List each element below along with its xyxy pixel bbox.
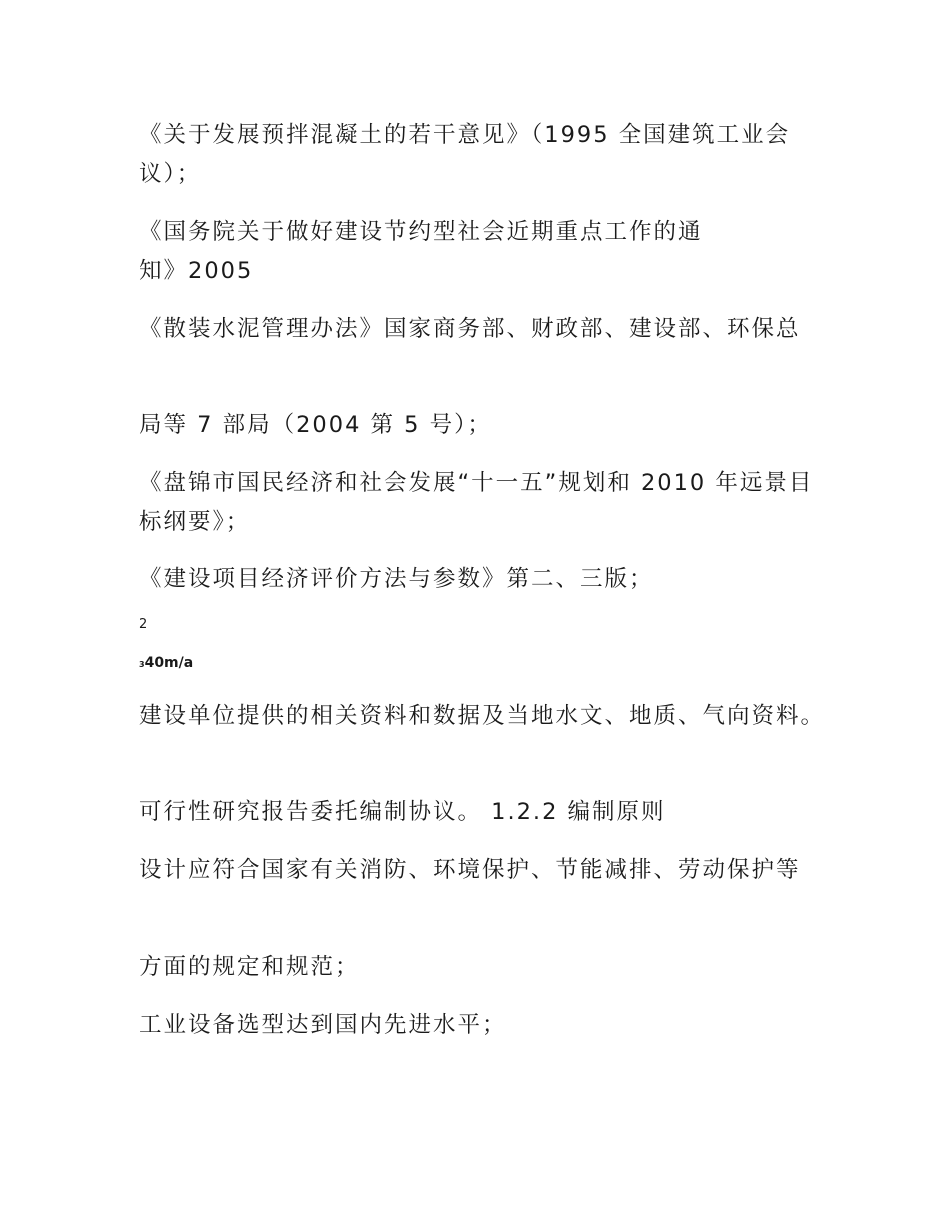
paragraph-design-compliance-cont: 方面的规定和规范； <box>139 954 360 980</box>
fragment-unit-line <box>139 655 193 673</box>
paragraph-economic-evaluation-method: 《建设项目经济评价方法与参数》第二、三版； <box>139 566 654 592</box>
paragraph-panjin-plan: 《盘锦市国民经济和社会发展“十一五”规划和 2010 年远景目标纲要》； <box>139 470 814 535</box>
fragment-unit: 40m/a <box>144 655 194 671</box>
paragraph-bulk-cement-regulation: 《散装水泥管理办法》国家商务部、财政部、建设部、环保总 <box>139 316 801 342</box>
paragraph-equipment-selection: 工业设备选型达到国内先进水平； <box>139 1012 507 1038</box>
paragraph-bulk-cement-regulation-cont: 局等 7 部局（2004 第 5 号）； <box>139 412 492 438</box>
paragraph-agreement-and-principles: 可行性研究报告委托编制协议。 1.2.2 编制原则 <box>139 799 666 825</box>
paragraph-client-data: 建设单位提供的相关资料和数据及当地水文、地质、气向资料。 <box>139 703 826 729</box>
paragraph-state-council-notice: 《国务院关于做好建设节约型社会近期重点工作的通 知》2005 <box>139 219 703 284</box>
paragraph-premixed-concrete-opinion: 《关于发展预拌混凝土的若干意见》（1995 全国建筑工业会议）； <box>139 122 791 187</box>
fragment-prefix-3: 3 <box>139 660 145 669</box>
paragraph-design-compliance: 设计应符合国家有关消防、环境保护、节能减排、劳动保护等 <box>139 857 801 883</box>
fragment-superscript-2: 2 <box>139 617 148 632</box>
